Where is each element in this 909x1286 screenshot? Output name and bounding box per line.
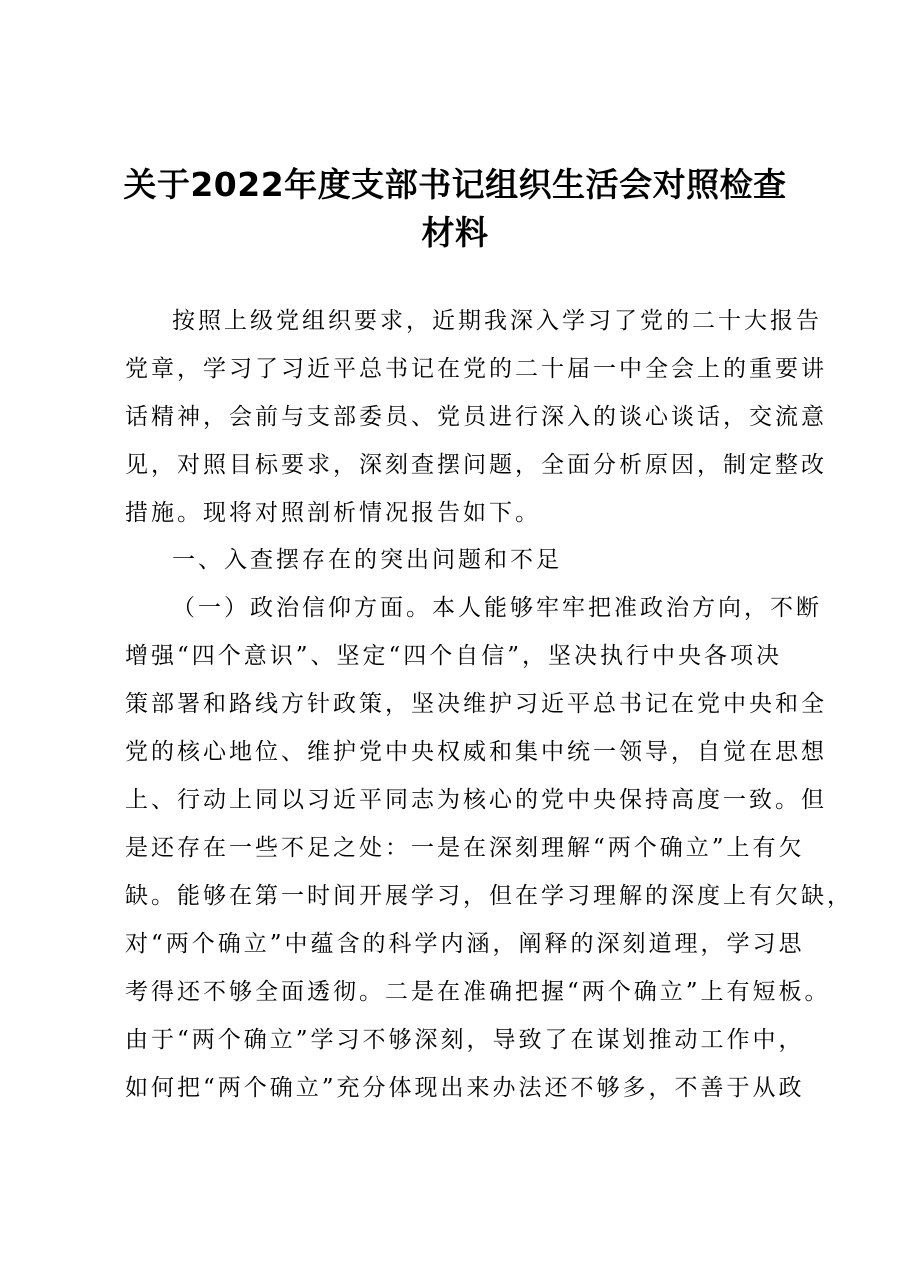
section-heading-1: 一、入查摆存在的突出问题和不足: [172, 547, 562, 573]
paragraph-1-line-4: 见，对照目标要求，深刻查摆问题，全面分析原因，制定整改: [125, 452, 827, 478]
paragraph-3-line-10: 由于“两个确立”学习不够深刻，导致了在谋划推动工作中，: [125, 1027, 805, 1053]
paragraph-3-line-5: 上、行动上同以习近平同志为核心的党中央保持高度一致。但: [125, 787, 827, 813]
paragraph-3-line-2: 增强“四个意识”、坚定“四个自信”，坚决执行中央各项决: [125, 643, 783, 669]
paragraph-3-line-9: 考得还不够全面透彻。二是在准确把握“两个确立”上有短板。: [125, 979, 831, 1005]
paragraph-1-line-5: 措施。现将对照剖析情况报告如下。: [125, 500, 541, 526]
paragraph-3-line-8: 对“两个确立”中蕴含的科学内涵，阐释的深刻道理，学习思: [125, 931, 805, 957]
paragraph-3-line-7: 缺。能够在第一时间开展学习，但在学习理解的深度上有欠缺，: [125, 883, 853, 909]
paragraph-1-line-1: 按照上级党组织要求，近期我深入学习了党的二十大报告: [172, 308, 822, 334]
paragraph-1-line-3: 话精神，会前与支部委员、党员进行深入的谈心谈话，交流意: [125, 404, 827, 430]
document-title-line-2: 材料: [421, 213, 489, 252]
paragraph-3-line-4: 党的核心地位、维护党中央权威和集中统一领导，自觉在思想: [125, 739, 827, 765]
paragraph-3-line-6: 是还存在一些不足之处：一是在深刻理解“两个确立”上有欠: [125, 835, 805, 861]
paragraph-1-line-2: 党章，学习了习近平总书记在党的二十届一中全会上的重要讲: [125, 356, 827, 382]
paragraph-3-line-3: 策部署和路线方针政策，坚决维护习近平总书记在党中央和全: [125, 691, 827, 717]
paragraph-3-line-1: （一）政治信仰方面。本人能够牢牢把准政治方向，不断: [172, 595, 822, 621]
paragraph-3-line-11: 如何把“两个确立”充分体现出来办法还不够多，不善于从政: [125, 1075, 805, 1101]
document-title-line-1: 关于2022年度支部书记组织生活会对照检查: [123, 165, 787, 204]
